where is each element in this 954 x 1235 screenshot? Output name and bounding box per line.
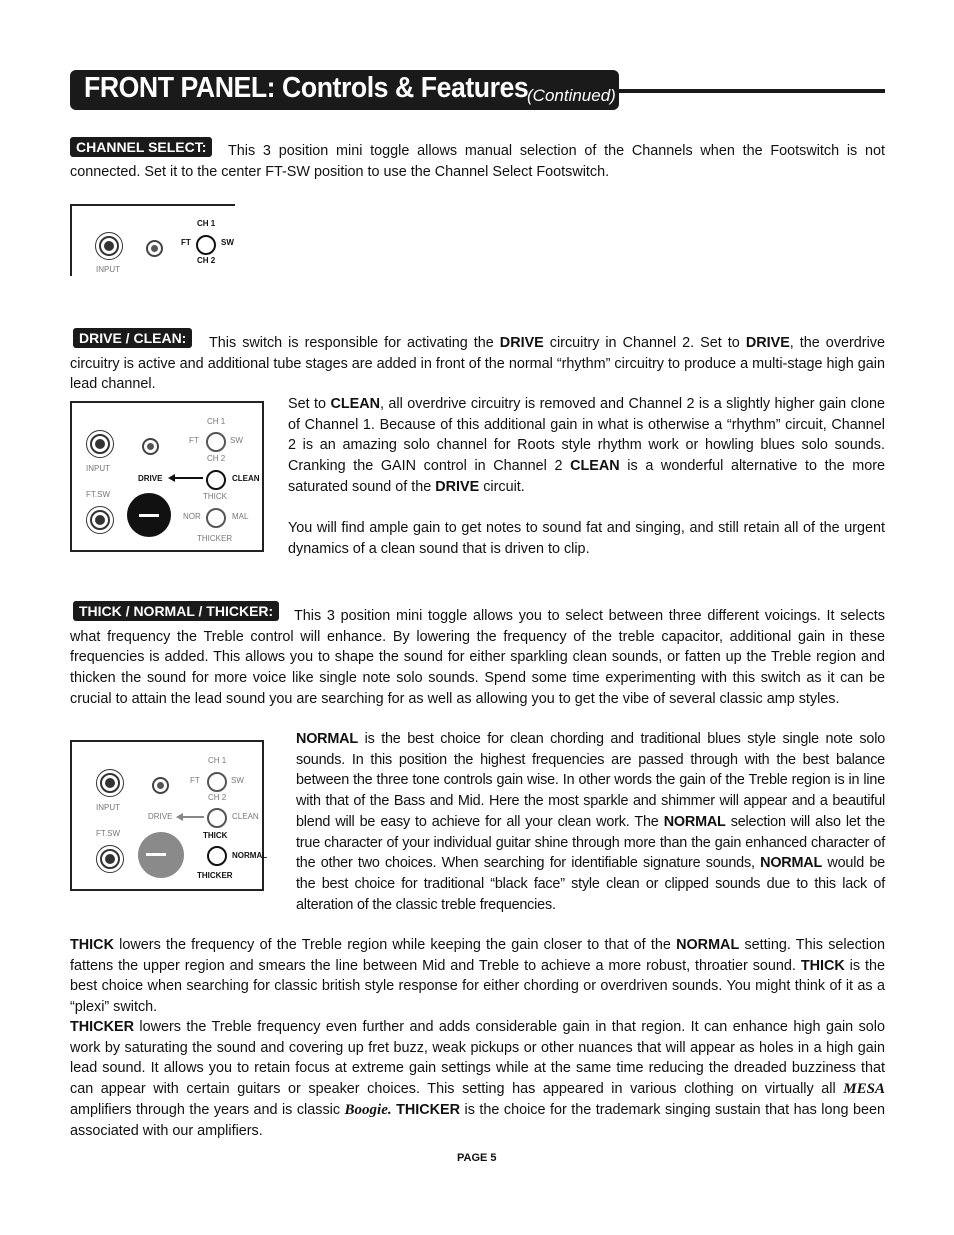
footswitch-jack-icon bbox=[86, 506, 114, 534]
thick-label: THICK bbox=[203, 492, 227, 501]
normal-label: NORMAL bbox=[232, 851, 268, 860]
thicker-label: THICKER bbox=[197, 871, 233, 880]
arrow-head-icon bbox=[168, 474, 175, 482]
drive-clean-label: DRIVE / CLEAN: bbox=[73, 328, 192, 348]
diagram-border bbox=[70, 204, 235, 206]
arrow-left-icon bbox=[180, 816, 204, 818]
input-jack-icon bbox=[96, 769, 124, 797]
voicing-toggle-icon bbox=[206, 508, 226, 528]
drive-clean-clean-text: Set to CLEAN, all overdrive circuitry is removed and Channel 2 is a slightly higher gain clone of Channel 1. Because of this additional gain in what is otherwise a “rhythm” circuit, Channel 2 is an amazing solo channel for Roots style rhythm work or howling blues solo sounds. Cranking the GAIN control in Channel 2 CLEAN is a wonderful alternative to the more saturated sound of the DRIVE circuit. bbox=[288, 396, 885, 495]
header-rule bbox=[619, 89, 885, 93]
drive-label: DRIVE bbox=[148, 812, 173, 821]
ch1-label: CH 1 bbox=[197, 219, 216, 228]
thick-intro-text: This 3 position mini toggle allows you to select between three different voicings. It selects what frequency the Treble control will enhance. By lowering the frequency of the treble capacitor, additional gain in these frequencies is added. This allows you to shape the sound for either sparkling clean sounds, or fatten up the Treble region and thicken the sound for more voice like single note solo sounds. Spend some time experimenting with this switch as it can be crucial to attain the lead sound you are searching for as well as allowing you to get the vibe of several classic amp styles. bbox=[70, 608, 885, 707]
channel-toggle-icon bbox=[206, 432, 226, 452]
thicker-label: THICKER bbox=[197, 534, 233, 543]
normal-text: NORMAL is the best choice for clean chording and traditional blues style single note solo sounds. In this position the highest frequencies are passed through with the best balance between the three tone controls gain wise. In other words the gain of the Treble region is in line with that of the Bass and Mid. Here the most sparkle and shimmer will appear and a beautiful blend will be easy to achieve for all your clean work. The NORMAL selection will also let the true character of your individual guitar shine through more than the gain enhanced character of the other two choices. When searching for identifiable signature sounds, NORMAL would be the best choice for traditional “black face” style clean or clipped sounds due to this lack of alteration of the classic treble frequencies. bbox=[296, 731, 885, 913]
ft-label: FT bbox=[190, 776, 200, 785]
mal-label: MAL bbox=[232, 512, 249, 521]
led-icon bbox=[146, 240, 163, 257]
page-title-continued: (Continued) bbox=[527, 86, 616, 105]
thicker-text: THICKER lowers the Treble frequency even further and adds considerable gain in that region. It can enhance high gain solo work by saturating the sound and covering up fret buzz, weak pickups or other nuances that will appear as holes in a high gain lead sound. It allows you to retain focus at extreme gain settings while at the same time reducing the dreaded buzziness that can appear with certain guitars or speaker choices. This setting has appeared in various clothing on virtually all MESA amplifiers through the years and is classic Boogie. THICKER is the choice for the trademark singing sustain that has long been associated with our amplifiers. bbox=[70, 1019, 885, 1139]
channel-toggle-icon bbox=[207, 772, 227, 792]
page-number: PAGE 5 bbox=[457, 1152, 497, 1164]
clean-label: CLEAN bbox=[232, 474, 260, 483]
footswitch-label: FT.SW bbox=[96, 829, 120, 838]
sw-label: SW bbox=[231, 776, 244, 785]
input-jack-icon bbox=[95, 232, 123, 260]
sw-label: SW bbox=[230, 436, 243, 445]
ch2-label: CH 2 bbox=[197, 256, 216, 265]
led-icon bbox=[142, 438, 159, 455]
arrow-head-icon bbox=[176, 813, 183, 821]
channel-select-diagram bbox=[70, 204, 235, 276]
drive-clean-intro: This switch is responsible for activating the DRIVE circuitry in Channel 2. Set to DRIVE, the overdrive circuitry is active and additional tube stages are added in front of the normal “rhythm” circuitry to produce a multi-stage high gain lead channel. bbox=[70, 335, 885, 393]
clean-label: CLEAN bbox=[232, 812, 259, 821]
input-label: INPUT bbox=[96, 265, 120, 274]
thick-normal-thicker-label: THICK / NORMAL / THICKER: bbox=[73, 601, 279, 621]
footswitch-jack-icon bbox=[96, 845, 124, 873]
input-label: INPUT bbox=[86, 464, 110, 473]
thick-text: THICK lowers the frequency of the Treble region while keeping the gain closer to that of the NORMAL setting. This selection fattens the upper region and smears the line between Mid and Treble to achieve a more robust, throatier sound. THICK is the best choice when searching for classic british style response for either chording or overdriven sounds. You might think of it as a “plexi” switch. bbox=[70, 937, 885, 1016]
mesa-logo-text: MESA bbox=[843, 1081, 885, 1098]
ft-label: FT bbox=[189, 436, 199, 445]
diagram-border bbox=[70, 204, 72, 276]
ch2-label: CH 2 bbox=[207, 454, 226, 463]
gain-knob-icon bbox=[127, 493, 171, 537]
drive-clean-gain-text: You will find ample gain to get notes to sound fat and singing, and still retain all of the urgent dynamics of a clean sound that is driven to clip. bbox=[288, 520, 885, 557]
drive-label: DRIVE bbox=[138, 474, 163, 483]
boogie-logo-text: Boogie. bbox=[344, 1101, 392, 1118]
channel-select-text: This 3 position mini toggle allows manual selection of the Channels when the Footswitch is not connected. Set it to the center FT-SW position to use the Channel Select Footswitch. bbox=[70, 143, 885, 180]
voicing-toggle-icon bbox=[207, 846, 227, 866]
ft-label: FT bbox=[181, 238, 191, 247]
footswitch-label: FT.SW bbox=[86, 490, 110, 499]
nor-label: NOR bbox=[183, 512, 201, 521]
sw-label: SW bbox=[221, 238, 234, 247]
drive-clean-diagram bbox=[70, 401, 264, 552]
thick-label: THICK bbox=[203, 831, 228, 840]
arrow-left-icon bbox=[171, 477, 203, 479]
ch1-label: CH 1 bbox=[208, 756, 227, 765]
ch2-label: CH 2 bbox=[208, 793, 227, 802]
led-icon bbox=[152, 777, 169, 794]
gain-knob-icon bbox=[138, 832, 184, 878]
ch1-label: CH 1 bbox=[207, 417, 226, 426]
channel-toggle-icon bbox=[196, 235, 216, 255]
thick-normal-diagram bbox=[70, 740, 268, 891]
channel-select-label: CHANNEL SELECT: bbox=[70, 137, 212, 157]
input-jack-icon bbox=[86, 430, 114, 458]
page-title: FRONT PANEL: Controls & Features bbox=[84, 72, 529, 104]
drive-clean-toggle-icon bbox=[207, 808, 227, 828]
drive-clean-toggle-icon bbox=[206, 470, 226, 490]
input-label: INPUT bbox=[96, 803, 120, 812]
